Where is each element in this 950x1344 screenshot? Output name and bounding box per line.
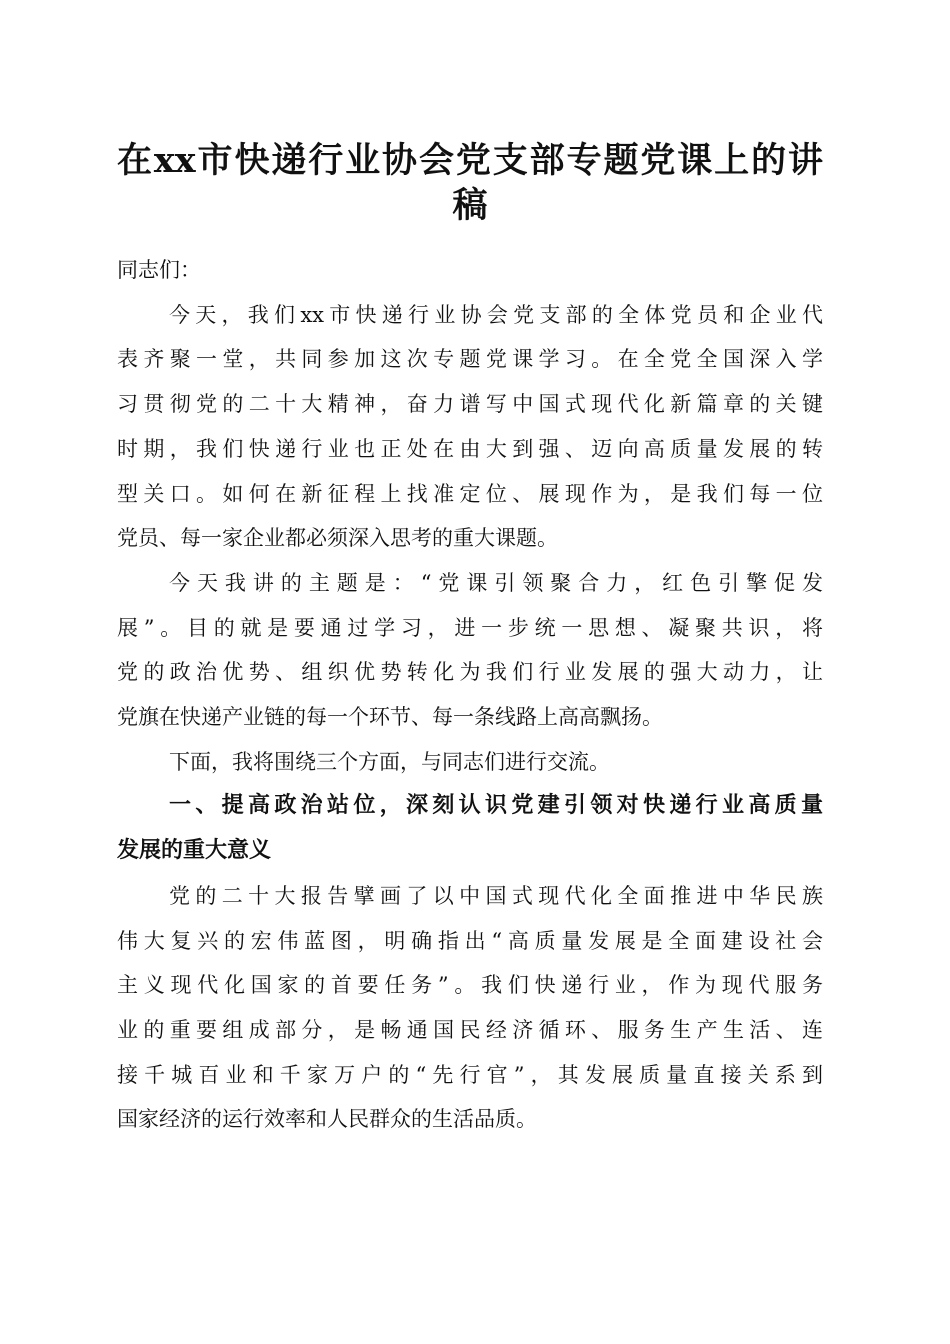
salutation: 同志们： (117, 258, 201, 282)
text-line: 党员、每一家企业都必须深入思考的重大课题。 (117, 526, 558, 551)
text-line: 时期，我们快递行业也正处在由大到强、迈向高质量发展的转 (117, 436, 823, 461)
text-line: 一、提高政治站位，深刻认识党建引领对快递行业高质量 (169, 793, 823, 819)
text-line: 接千城百业和千家万户的“先行官”，其发展质量直接关系到 (117, 1062, 823, 1087)
text-line: 今天我讲的主题是：“党课引领聚合力，红色引擎促发 (169, 570, 823, 595)
text-line: 国家经济的运行效率和人民群众的生活品质。 (117, 1107, 537, 1132)
paragraph (117, 740, 823, 785)
text-line: 党的二十大报告擘画了以中国式现代化全面推进中华民族 (169, 883, 823, 908)
text-line: 伟大复兴的宏伟蓝图，明确指出“高质量发展是全面建设社会 (117, 928, 823, 953)
text-line: 型关口。如何在新征程上找准定位、展现作为，是我们每一位 (117, 481, 823, 506)
paragraph (117, 561, 823, 740)
paragraph (117, 874, 823, 1142)
text-line: 展”。目的就是要通过学习，进一步统一思想、凝聚共识，将 (117, 615, 823, 640)
text-line: 下面，我将围绕三个方面，与同志们进行交流。 (169, 749, 610, 774)
document-title (117, 138, 823, 228)
section-heading (117, 784, 823, 873)
text-line: 党的政治优势、组织优势转化为我们行业发展的强大动力，让 (117, 660, 823, 685)
text-line: 发展的重大意义 (117, 838, 272, 864)
text-line: 业的重要组成部分，是畅通国民经济循环、服务生产生活、连 (117, 1017, 823, 1042)
paragraph (117, 293, 823, 561)
text-line: 党旗在快递产业链的每一个环节、每一条线路上高高飘扬。 (117, 705, 663, 730)
title-line: 稿 (452, 185, 488, 226)
text-line: 习贯彻党的二十大精神，奋力谱写中国式现代化新篇章的关键 (117, 392, 823, 417)
text-line: 今天，我们xx市快递行业协会党支部的全体党员和企业代 (169, 302, 823, 327)
document-body (117, 248, 823, 1142)
title-line: 在xx市快递行业协会党支部专题党课上的讲 (117, 140, 823, 181)
text-line: 表齐聚一堂，共同参加这次专题党课学习。在全党全国深入学 (117, 347, 823, 372)
text-line: 主义现代化国家的首要任务”。我们快递行业，作为现代服务 (117, 973, 823, 998)
